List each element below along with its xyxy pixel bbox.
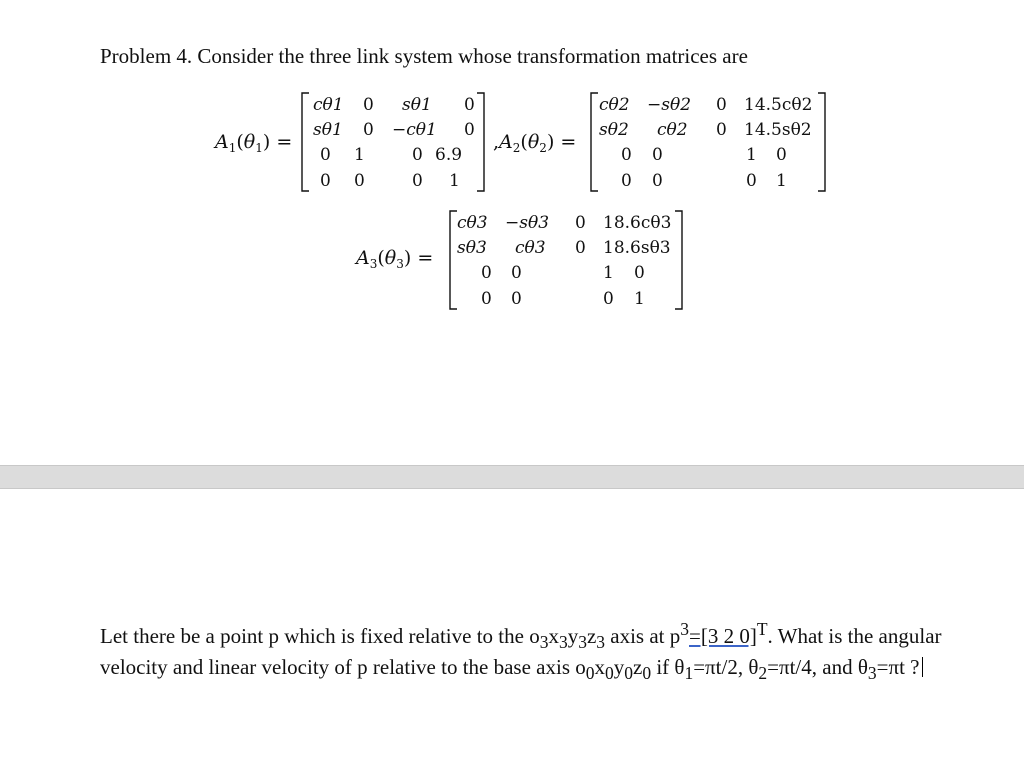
a3-cell: 0	[481, 289, 492, 309]
a3-cell: 0	[575, 213, 586, 233]
a3-cell: 0	[634, 263, 645, 283]
a3-cell: 1	[634, 289, 645, 309]
a2-cell: 0	[716, 95, 727, 115]
matrix-a1-left-bracket	[300, 92, 310, 192]
a3-cell: 0	[511, 263, 522, 283]
a1-cell: 0	[363, 120, 374, 140]
matrix-a3-lhs: $A_3(\theta_3)$ =	[356, 247, 434, 271]
a3-cell: 18.6cθ3	[603, 213, 672, 233]
a3-cell: −sθ3	[505, 213, 550, 233]
a3-cell: 1	[603, 263, 614, 283]
a1-cell: sθ1	[313, 120, 343, 140]
question-paragraph[interactable]: Let there be a point p which is fixed relative to the $o_3x_3y_3z_3$ axis at $p^3=[3$ 2 0]$^T$. What is the angular velocity and linear velocity of p relative to the base axis $o_0x_0y_0z_0$ if $\theta_1=\pi t/2$, $\theta_2=\pi t/4$, and $\theta_3=\pi t$ ?	[100, 619, 942, 684]
lhs-a2-name: A	[499, 131, 513, 153]
matrix-a2-lhs: $,A_2(\theta_2)$ =	[493, 131, 577, 155]
a1-cell: −cθ1	[392, 120, 437, 140]
a2-cell: 0	[746, 171, 757, 191]
a2-cell: 1	[776, 171, 787, 191]
lhs-a3-theta-index: 3	[396, 257, 404, 271]
a1-cell: 0	[412, 145, 423, 165]
lhs-a2-index: 2	[512, 141, 521, 155]
problem-title: Problem 4. Consider the three link system whose transformation matrices are	[100, 44, 748, 68]
matrix-a2-left-bracket	[589, 92, 599, 192]
a3-cell: 0	[575, 238, 586, 258]
a2-cell: cθ2	[657, 120, 688, 140]
a2-cell: 0	[652, 171, 663, 191]
a2-cell: 0	[776, 145, 787, 165]
a1-cell: 6.9	[435, 145, 463, 165]
a1-cell: 0	[320, 171, 331, 191]
lhs-a1-index: 1	[228, 141, 237, 155]
a3-cell: 0	[511, 289, 522, 309]
matrix-a1-lhs: $A_1(\theta_1)$ =	[215, 131, 293, 155]
text-cursor	[922, 657, 923, 677]
a2-cell: 0	[652, 145, 663, 165]
a1-cell: 1	[354, 145, 365, 165]
matrix-a1-right-bracket	[476, 92, 486, 192]
a3-cell: 18.6sθ3	[603, 238, 671, 258]
lhs-a1-name: A	[215, 131, 229, 153]
a3-cell: sθ3	[457, 238, 487, 258]
a3-cell: cθ3	[457, 213, 488, 233]
a2-cell: sθ2	[599, 120, 629, 140]
a2-cell: 0	[621, 145, 632, 165]
a1-cell: 0	[320, 145, 331, 165]
a1-cell: 0	[464, 120, 475, 140]
lhs-a1-theta-index: 1	[255, 141, 263, 155]
matrix-separator-comma: ,	[493, 131, 500, 153]
a3-cell: 0	[603, 289, 614, 309]
a1-cell: sθ1	[402, 95, 432, 115]
a2-cell: 0	[716, 120, 727, 140]
matrix-a2-right-bracket	[817, 92, 827, 192]
a2-cell: 1	[746, 145, 757, 165]
a2-cell: 0	[621, 171, 632, 191]
a1-cell: 0	[464, 95, 475, 115]
point-vector: =[3 2 0]	[689, 624, 757, 648]
a1-cell: 0	[363, 95, 374, 115]
a2-cell: 14.5sθ2	[744, 120, 812, 140]
a2-cell: 14.5cθ2	[744, 95, 813, 115]
a1-cell: 0	[412, 171, 423, 191]
a3-cell: 0	[481, 263, 492, 283]
a2-cell: −sθ2	[647, 95, 692, 115]
lhs-a1-theta: θ	[243, 131, 256, 153]
lhs-a2-theta: θ	[527, 131, 540, 153]
lhs-a3-index: 3	[369, 257, 378, 271]
a1-cell: 1	[449, 171, 460, 191]
matrix-a3-right-bracket	[674, 210, 684, 310]
a3-cell: cθ3	[515, 238, 546, 258]
a2-cell: cθ2	[599, 95, 630, 115]
lhs-a3-name: A	[356, 247, 370, 269]
lhs-a3-theta: θ	[384, 247, 397, 269]
a1-cell: cθ1	[313, 95, 344, 115]
lhs-a2-theta-index: 2	[539, 141, 547, 155]
a1-cell: 0	[354, 171, 365, 191]
page-break-divider	[0, 465, 1024, 489]
